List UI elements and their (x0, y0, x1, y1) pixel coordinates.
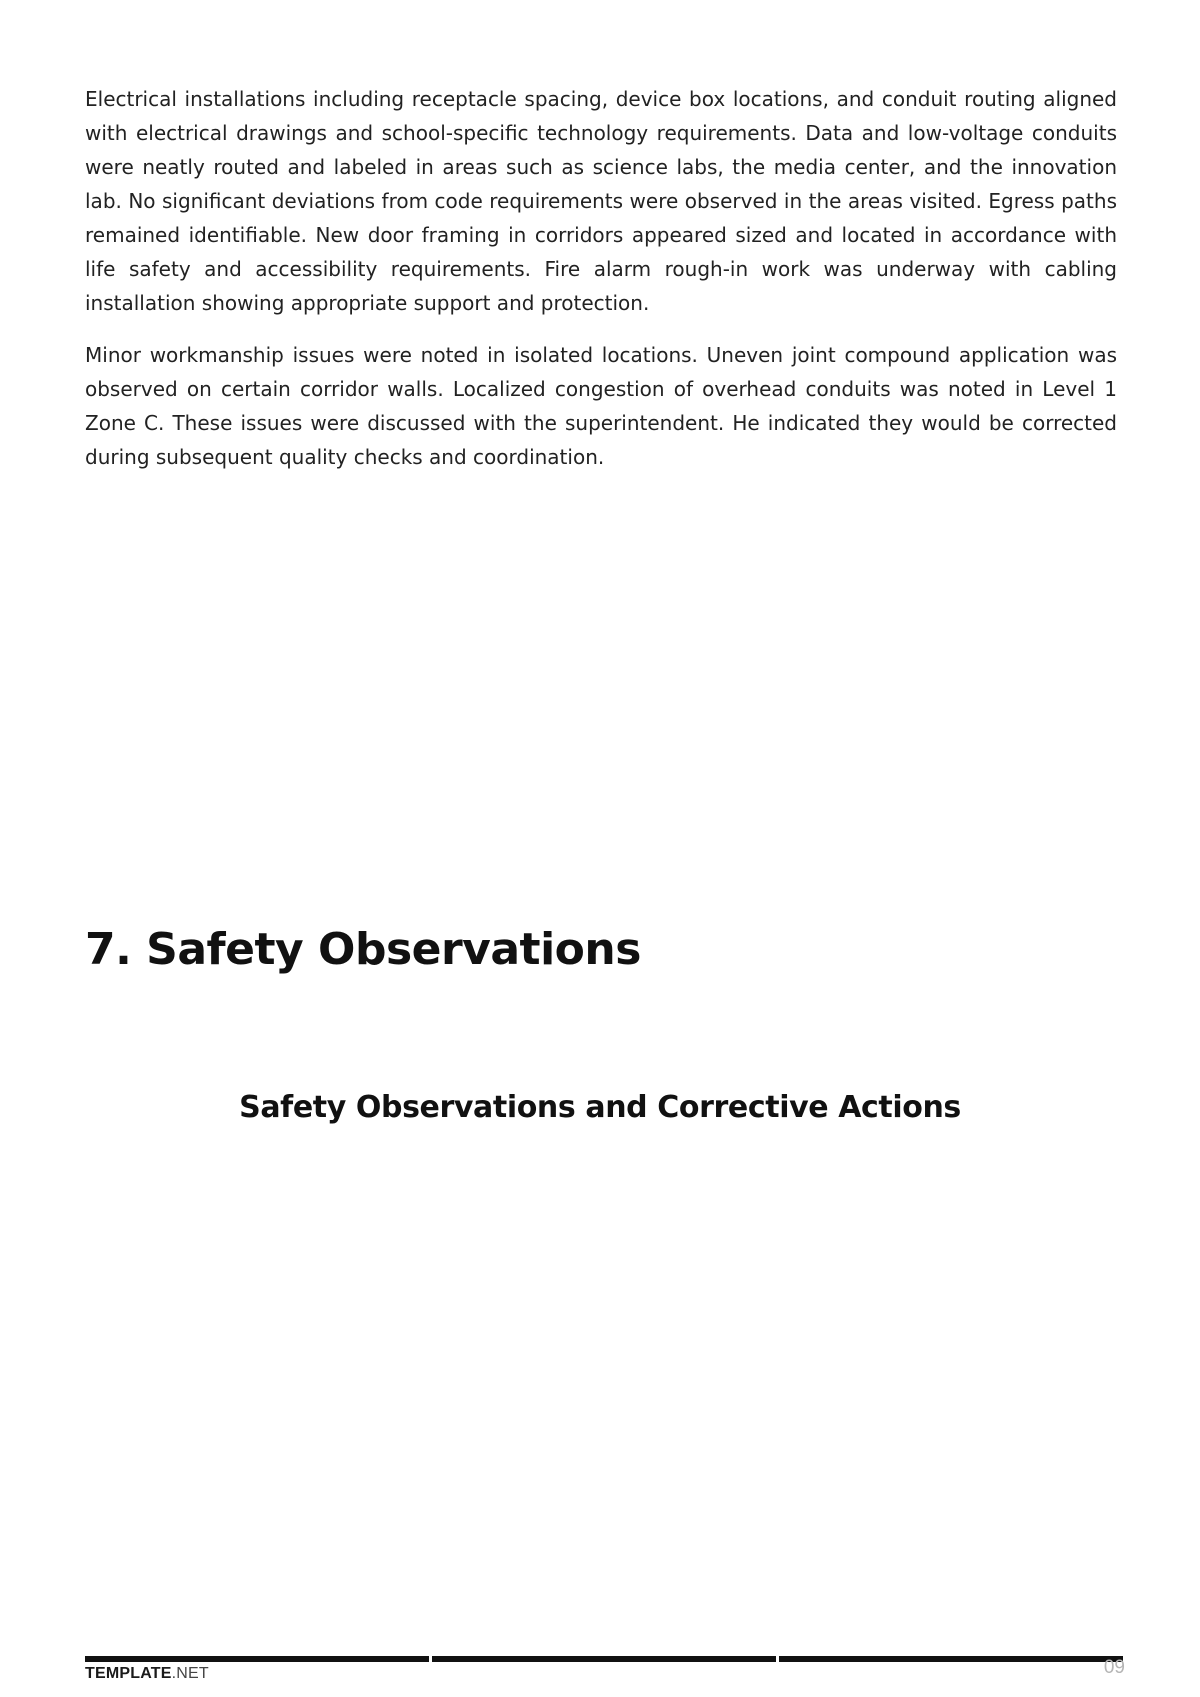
table-title: Safety Observations and Corrective Actions (239, 1090, 961, 1125)
body-paragraph-electrical: Electrical installations including receptacle spacing, device box locations, and conduit routing aligned with electrical drawings and school-specific technology requirements. Data and low-voltage conduits were neatly routed and labeled in areas such as science labs, the media center, and the innovation lab. No significant deviations from code requirements were observed in the areas visited. Egress paths remained identifiable. New door framing in corridors appeared sized and located in accordance with life safety and accessibility requirements. Fire alarm rough-in work was underway with cabling installation showing appropriate support and protection. (85, 87, 1117, 315)
section-heading: 7. Safety Observations (85, 924, 641, 975)
footer-rule-left (85, 1656, 429, 1662)
footer-brand-logo (85, 1665, 209, 1683)
footer-brand-light: .NET (171, 1665, 209, 1682)
page-number: 09 (1103, 1657, 1125, 1678)
footer-rule-right (779, 1656, 1123, 1662)
footer-brand-bold: TEMPLATE (85, 1665, 172, 1682)
body-paragraph-workmanship: Minor workmanship issues were noted in isolated locations. Uneven joint compound application was observed on certain corridor walls. Localized congestion of overhead conduits was noted in Level 1 Zone C. These issues were discussed with the superintendent. He indicated they would be corrected during subsequent quality checks and coordination. (85, 343, 1117, 469)
footer-rule-middle (432, 1656, 776, 1662)
